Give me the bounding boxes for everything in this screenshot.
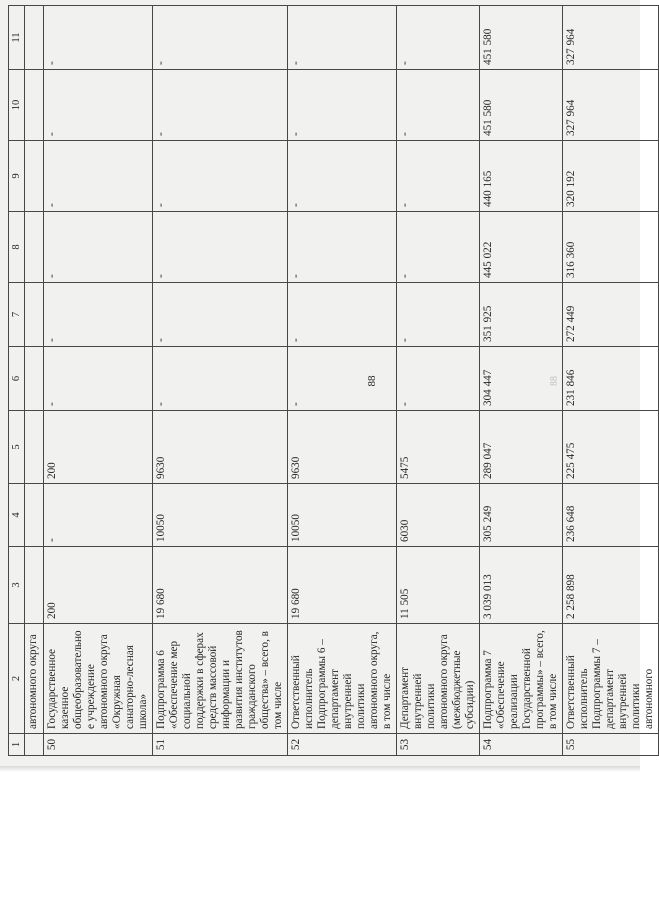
column-number: 11 xyxy=(9,6,25,70)
value-col-11: 451 580 xyxy=(480,6,563,70)
value-col-5: 289 047 xyxy=(480,411,563,484)
value-col-11: 327 964 xyxy=(563,6,659,70)
value-col-11: - xyxy=(153,6,288,70)
continuation-text: автономного округа xyxy=(25,624,44,734)
column-number: 3 xyxy=(9,547,25,624)
value-col-4: 305 249 xyxy=(480,484,563,547)
value-col-7: 272 449 xyxy=(563,283,659,347)
cell xyxy=(25,6,44,70)
page-number: 88 xyxy=(366,375,378,387)
value-col-6: - xyxy=(153,347,288,411)
value-col-7: - xyxy=(397,283,480,347)
value-col-4: 10050 xyxy=(288,484,397,547)
value-col-6: - xyxy=(288,347,397,411)
column-number: 10 xyxy=(9,70,25,141)
value-col-4: 236 648 xyxy=(563,484,659,547)
continuation-row xyxy=(25,6,44,756)
value-col-3: 2 258 898 xyxy=(563,547,659,624)
value-col-9: 440 165 xyxy=(480,141,563,212)
cell xyxy=(25,212,44,283)
value-col-3: 200 xyxy=(44,547,153,624)
row-number: 51 xyxy=(153,734,288,756)
table-row xyxy=(288,6,397,756)
cell xyxy=(25,411,44,484)
value-col-5: 9630 xyxy=(288,411,397,484)
cell xyxy=(25,283,44,347)
value-col-9: - xyxy=(153,141,288,212)
rotated-page-content xyxy=(8,6,655,756)
cell xyxy=(25,734,44,756)
column-number: 5 xyxy=(9,411,25,484)
value-col-8: 316 360 xyxy=(563,212,659,283)
cell xyxy=(25,141,44,212)
column-number: 4 xyxy=(9,484,25,547)
column-number: 9 xyxy=(9,141,25,212)
value-col-8: 445 022 xyxy=(480,212,563,283)
value-col-8: - xyxy=(397,212,480,283)
value-col-6: 231 846 xyxy=(563,347,659,411)
value-col-10: - xyxy=(397,70,480,141)
row-name: Ответственный исполнитель Подпрограммы 7 – департамент внутренней политики автономного xyxy=(563,624,659,734)
column-number: 7 xyxy=(9,283,25,347)
column-number: 2 xyxy=(9,624,25,734)
value-col-11: - xyxy=(397,6,480,70)
table-row xyxy=(44,6,153,756)
value-col-9: 320 192 xyxy=(563,141,659,212)
value-col-6: - xyxy=(44,347,153,411)
page-edge-shadow xyxy=(0,766,640,772)
row-name: Ответственный исполнитель Подпрограммы 6 – департамент внутренней политики автономного округа, в том числе xyxy=(288,624,397,734)
value-col-8: - xyxy=(44,212,153,283)
table-row xyxy=(397,6,480,756)
row-number: 53 xyxy=(397,734,480,756)
value-col-5: 225 475 xyxy=(563,411,659,484)
row-name: Государственное казенное общеобразовательное учреждение автономного округа «Окружная санаторно-лесная школа» xyxy=(44,624,153,734)
row-number: 52 xyxy=(288,734,397,756)
value-col-3: 19 680 xyxy=(288,547,397,624)
row-number: 50 xyxy=(44,734,153,756)
row-number: 55 xyxy=(563,734,659,756)
value-col-8: - xyxy=(153,212,288,283)
value-col-8: - xyxy=(288,212,397,283)
value-col-7: - xyxy=(44,283,153,347)
value-col-10: - xyxy=(44,70,153,141)
budget-table xyxy=(8,5,659,756)
column-number: 6 xyxy=(9,347,25,411)
value-col-10: 327 964 xyxy=(563,70,659,141)
value-col-7: 351 925 xyxy=(480,283,563,347)
value-col-5: 5475 xyxy=(397,411,480,484)
value-col-10: - xyxy=(288,70,397,141)
value-col-5: 9630 xyxy=(153,411,288,484)
value-col-11: - xyxy=(44,6,153,70)
table-row xyxy=(153,6,288,756)
value-col-9: - xyxy=(44,141,153,212)
cell xyxy=(25,70,44,141)
value-col-3: 3 039 013 xyxy=(480,547,563,624)
row-name: Департамент внутренней политики автономного округа (межбюджетные субсидии) xyxy=(397,624,480,734)
column-number-row xyxy=(9,6,25,756)
cell xyxy=(25,547,44,624)
value-col-3: 11 505 xyxy=(397,547,480,624)
value-col-4: - xyxy=(44,484,153,547)
value-col-7: - xyxy=(288,283,397,347)
value-col-6: - xyxy=(397,347,480,411)
value-col-10: 451 580 xyxy=(480,70,563,141)
value-col-4: 10050 xyxy=(153,484,288,547)
column-number: 1 xyxy=(9,734,25,756)
column-number: 8 xyxy=(9,212,25,283)
row-number: 54 xyxy=(480,734,563,756)
table-row xyxy=(480,6,563,756)
value-col-3: 19 680 xyxy=(153,547,288,624)
row-name: Подпрограмма 7 «Обеспечение реализации Государственной программы» – всего, в том числе xyxy=(480,624,563,734)
value-col-10: - xyxy=(153,70,288,141)
cell xyxy=(25,484,44,547)
value-col-6: 304 447 xyxy=(480,347,563,411)
value-col-9: - xyxy=(397,141,480,212)
value-col-11: - xyxy=(288,6,397,70)
row-name: Подпрограмма 6 «Обеспечение мер социальной поддержки в сферах средств массовой информации и развития институтов гражданского общества» – всего, в том числе xyxy=(153,624,288,734)
page-number-bleed-through: 88 xyxy=(549,376,560,386)
value-col-7: - xyxy=(153,283,288,347)
value-col-5: 200 xyxy=(44,411,153,484)
value-col-4: 6030 xyxy=(397,484,480,547)
table-row xyxy=(563,6,659,756)
cell xyxy=(25,347,44,411)
value-col-9: - xyxy=(288,141,397,212)
